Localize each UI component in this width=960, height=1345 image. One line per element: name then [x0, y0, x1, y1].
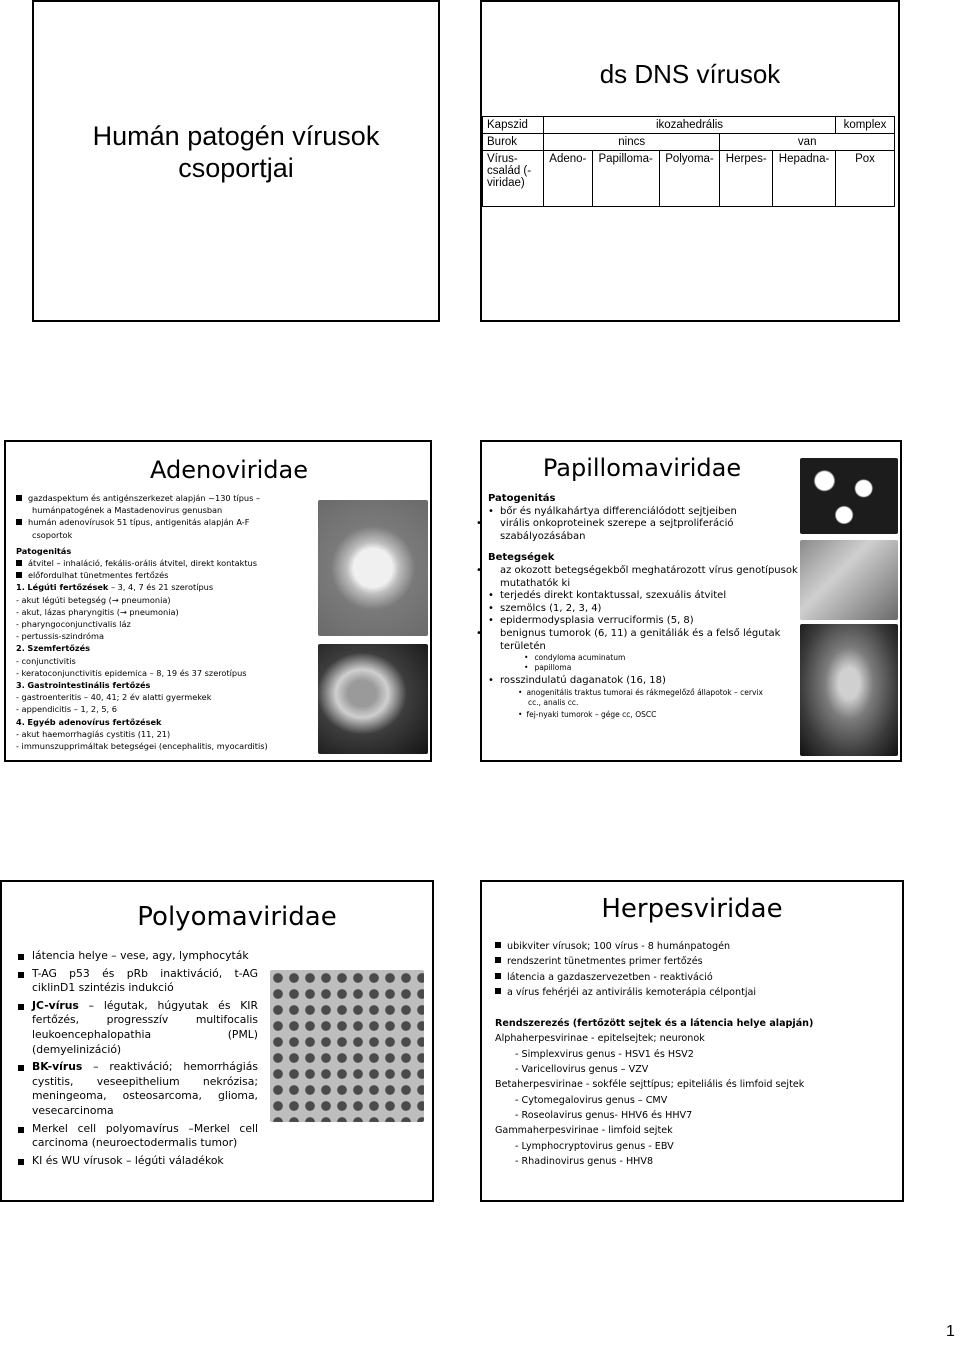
table-cell: Vírus-család (-viridae) — [483, 151, 544, 207]
list-number: 2. — [16, 643, 25, 654]
eye-conjunctivitis-photo — [318, 644, 428, 754]
text-line: - Varicellovirus genus – VZV — [515, 1064, 649, 1076]
section-heading: Patogenitás — [488, 493, 556, 504]
text-line: - akut haemorrhagiás cystitis (11, 21) — [16, 728, 171, 739]
text-line: - gastroenteritis – 40, 41; 2 év alatti gyermekek — [16, 692, 212, 703]
bullet-icon — [16, 495, 22, 501]
slide-title: Polyomaviridae — [137, 902, 337, 932]
slide-1 — [32, 0, 440, 322]
text-line: látencia a gazdaszervezetben - reaktiváció — [507, 971, 713, 983]
text-line: virális onkoproteinek szerepe a sejtproliferáció szabályozásában — [500, 518, 734, 542]
text-line: előfordulhat tünetmentes fertőzés — [28, 570, 169, 581]
table-cell: ikozahedrális — [544, 117, 836, 134]
text-line: átvitel – inhaláció, fekális-orális átvitel, direkt kontaktus — [28, 558, 257, 569]
text-line: papilloma — [534, 663, 572, 673]
text-line: - appendicitis – 1, 2, 5, 6 — [16, 704, 117, 715]
slide-title: Herpesviridae — [601, 894, 783, 924]
text-line: rendszerint tünetmentes primer fertőzés — [507, 956, 703, 968]
table-cell: Pox — [836, 151, 895, 207]
list-number: 1. — [16, 582, 25, 593]
bullet-icon — [18, 972, 24, 978]
slide-body — [18, 949, 258, 1171]
table-cell: Hepadna- — [773, 151, 836, 207]
section-heading: Rendszerezés (fertőzött sejtek és a látencia helye alapján) — [495, 1018, 814, 1030]
text-line: - akut, lázas pharyngitis (→ pneumonia) — [16, 606, 179, 617]
table-row — [483, 117, 895, 134]
text-line: a vírus fehérjéi az antivirális kemoterápia célpontjai — [507, 986, 757, 998]
text-line: csoportok — [32, 529, 73, 540]
text-line: - Simplexvirus genus - HSV1 és HSV2 — [515, 1048, 694, 1060]
slide-5 — [0, 880, 434, 1202]
bullet-icon — [16, 560, 22, 566]
bullet-icon — [16, 519, 22, 525]
slide-4 — [476, 440, 902, 762]
slide-3 — [4, 440, 432, 762]
list-item: Merkel cell polyomavírus –Merkel cell carcinoma (neuroectodermalis tumor) — [18, 1122, 258, 1151]
bullet-icon — [495, 988, 501, 994]
text-line: ubikviter vírusok; 100 vírus - 8 humánpatogén — [507, 941, 731, 952]
slide-body — [495, 939, 895, 1169]
list-item: JC-vírus – légutak, húgyutak és KIR fertőzés, progresszív multifocalis leukoencephalopathia (PML) (demyelinizáció) — [18, 999, 258, 1057]
list-number: 4. — [16, 716, 25, 727]
text-line: condyloma acuminatum — [534, 653, 626, 663]
text-line: - Cytomegalovirus genus – CMV — [515, 1094, 668, 1106]
table-cell: Burok — [483, 134, 544, 151]
text-line: humánpatogének a Mastadenovirus genusban — [32, 505, 223, 516]
text-line: - pertussis-szindróma — [16, 631, 104, 642]
table-cell: Papilloma- — [592, 151, 659, 207]
section-heading: Betegségek — [488, 552, 555, 564]
papilloma-virus-micrograph — [800, 458, 898, 534]
hand-warts-photo — [800, 540, 898, 620]
table-cell: komplex — [836, 117, 895, 134]
text-line: Betaherpesvirinae - sokféle sejttípus; epiteliális és limfoid sejtek — [495, 1079, 805, 1091]
bullet-icon — [495, 957, 501, 963]
text-line: - conjunctivitis — [16, 655, 76, 666]
text-line: szemölcs (1, 2, 3, 4) — [500, 602, 602, 614]
text-line: terjedés direkt kontaktussal, szexuális átvitel — [500, 590, 727, 602]
slide-title: Adenoviridae — [149, 456, 308, 484]
text-line: epidermodysplasia verruciformis (5, 8) — [500, 615, 694, 627]
text-line: humán adenovírusok 51 típus, antigenitás alapján A-F — [28, 517, 250, 528]
laryngeal-tumor-photo — [800, 624, 898, 756]
virus-table — [482, 116, 895, 207]
bullet-icon — [495, 973, 501, 979]
bullet-icon — [16, 572, 22, 578]
text-line: - immunszupprimáltak betegségei (encephalitis, myocarditis) — [16, 741, 268, 752]
list-item: BK-vírus – reaktiváció; hemorrhágiás cystitis, veseepithelium nekrózisa; meningeoma, osteosarcoma, glioma, vesecarcinoma — [18, 1060, 258, 1118]
section-heading: Légúti fertőzések — [27, 582, 109, 593]
slide-title: Papillomaviridae — [542, 454, 742, 482]
list-item: KI és WU vírusok – légúti váladékok — [18, 1154, 258, 1169]
bullet-icon — [18, 1065, 24, 1071]
text-line: Gammaherpesvirinae - limfoid sejtek — [495, 1125, 673, 1137]
table-cell: Adeno- — [544, 151, 593, 207]
text-line: - Lymphocryptovirus genus - EBV — [515, 1140, 674, 1152]
table-cell: Herpes- — [720, 151, 773, 207]
slide-title: ds DNS vírusok — [599, 59, 781, 89]
bullet-icon — [18, 1159, 24, 1165]
text-line: - Rhadinovirus genus - HHV8 — [515, 1155, 654, 1167]
text-line: – 3, 4, 7 és 21 szerotípus — [108, 582, 214, 593]
table-cell: Kapszid — [483, 117, 544, 134]
bullet-icon — [18, 1004, 24, 1010]
text-line: - keratoconjunctivitis epidemica – 8, 19 és 37 szerotípus — [16, 667, 247, 678]
slide-title: Humán patogén vírusok csoportjai — [92, 121, 380, 183]
section-heading: Szemfertőzés — [27, 643, 91, 654]
list-item: látencia helye – vese, agy, lymphocyták — [18, 949, 258, 964]
page-number: 1 — [946, 1323, 955, 1340]
bullet-icon — [18, 1127, 24, 1133]
text-line: - Roseolavirus genus- HHV6 és HHV7 — [515, 1109, 693, 1121]
text-line: anogenitális traktus tumorai és rákmegelőző állapotok – cervix cc., analis cc. — [526, 687, 763, 707]
slide-6 — [480, 880, 904, 1202]
list-number: 3. — [16, 680, 25, 691]
table-row — [483, 134, 895, 151]
section-heading: Gastrointestinális fertőzés — [27, 680, 151, 691]
slide-body — [16, 492, 316, 752]
slide-body: Patogenitás • bőr és nyálkahártya differenciálódott sejtjeiben • virális onkoproteinek szerepe a sejtproliferáció szabályozásában Betegségek • az okozott betegségekből meghatározott vírus genotípusok mutathatók ki • terjedés direkt kontaktussal, szexuális átvitel • szemölcs (1, 2, 3, 4) • epidermodysplasia verruciformis (5, 8) • benignus tumorok (6, 11) a genitáliák és a felső légutak területén • condyloma acuminatum • papilloma • rosszindulatú daganatok (16, 18) • anogenitális traktus tumorai és rákmegelőző állapotok – cervix cc., analis cc. • fej-nyaki tumorok – gége cc, OSCC — [476, 493, 798, 719]
text-line: - akut légúti betegség (→ pneumonia) — [16, 594, 171, 605]
table-row — [483, 151, 895, 207]
section-heading: Egyéb adenovírus fertőzések — [27, 716, 162, 727]
table-cell: van — [720, 134, 895, 151]
table-cell: nincs — [544, 134, 720, 151]
text-line: az okozott betegségekből meghatározott vírus genotípusok mutathatók ki — [500, 564, 798, 589]
table-cell: Polyoma- — [659, 151, 720, 207]
text-line: Alphaherpesvirinae - epitelsejtek; neuronok — [495, 1033, 705, 1045]
list-item: T-AG p53 és pRb inaktiváció, t-AG ciklinD1 szintézis indukció — [18, 967, 258, 996]
bullet-icon — [18, 954, 24, 960]
text-line: rosszindulatú daganatok (16, 18) — [500, 675, 666, 687]
adenovirus-micrograph — [318, 500, 428, 636]
text-line: benignus tumorok (6, 11) a genitáliák és a felső légutak területén — [500, 627, 781, 652]
polyomavirus-micrograph — [270, 970, 424, 1122]
text-line: bőr és nyálkahártya differenciálódott sejtjeiben — [500, 505, 737, 517]
slide-2 — [480, 0, 900, 322]
text-line: - pharyngoconjunctivalis láz — [16, 619, 131, 630]
section-heading: Patogenitás — [16, 545, 72, 556]
text-line: gazdaspektum és antigénszerkezet alapján ~130 típus – — [28, 493, 261, 503]
bullet-icon — [495, 942, 501, 948]
text-line: fej-nyaki tumorok – gége cc, OSCC — [526, 709, 657, 719]
